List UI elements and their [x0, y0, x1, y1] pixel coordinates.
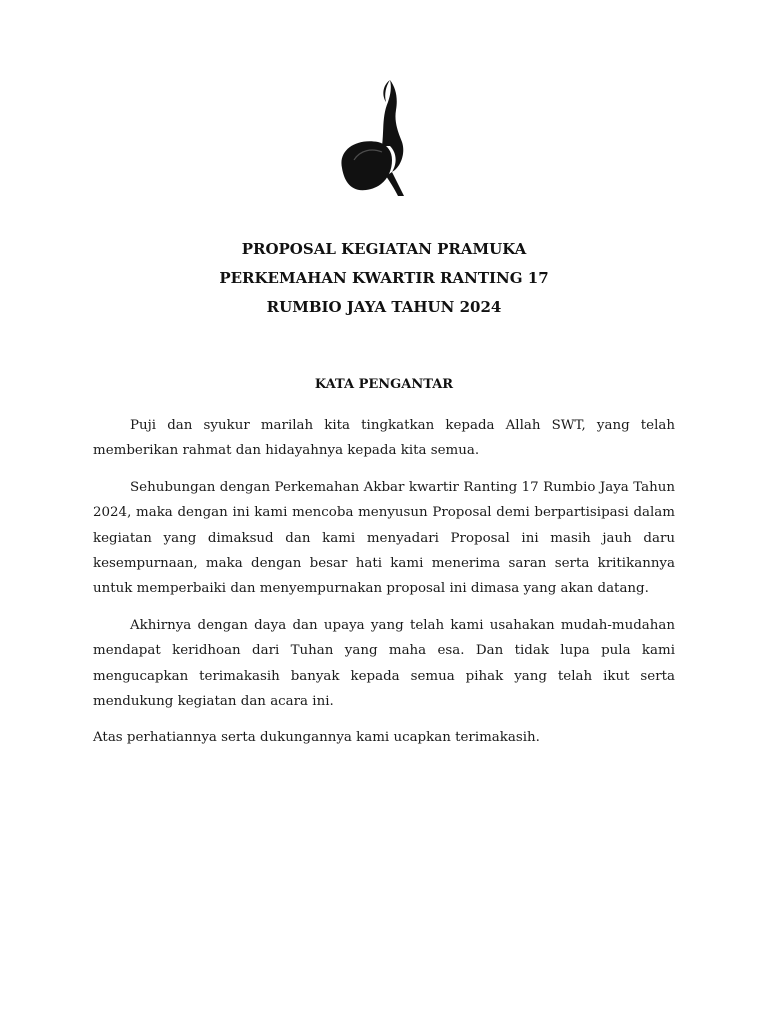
section-heading: KATA PENGANTAR — [314, 377, 454, 392]
body-text — [93, 413, 675, 762]
title-line-2: PERKEMAHAN KWARTIR RANTING 17 — [219, 269, 549, 287]
tunas-kelapa-logo-icon — [332, 76, 412, 200]
paragraph-closing: Akhirnya dengan daya dan upaya yang telah kami usahakan mudah-mudahan mendapat keridhoan dari Tuhan yang maha esa. Dan tidak lupa pula kami mengucapkan terimakasih banyak kepada semua pihak yang telah ikut serta mendukung kegiatan dan acara ini. — [93, 617, 675, 710]
paragraph-thanks: Atas perhatiannya serta dukungannya kami ucapkan terimakasih. — [93, 730, 540, 746]
paragraph-purpose: Sehubungan dengan Perkemahan Akbar kwartir Ranting 17 Rumbio Jaya Tahun 2024, maka dengan ini kami mencoba menyusun Proposal demi berpartisipasi dalam kegiatan yang dimaksud dan kami menyadari Proposal ini masih jauh daru kesempurnaan, maka dengan besar hati kami menerima saran serta kritikannya untuk memperbaiki dan menyempurnakan proposal ini dimasa yang akan datang. — [93, 479, 675, 597]
title-line-3: RUMBIO JAYA TAHUN 2024 — [266, 298, 502, 316]
title-line-1: PROPOSAL KEGIATAN PRAMUKA — [241, 240, 527, 258]
proposal-title — [0, 235, 768, 322]
paragraph-opening: Puji dan syukur marilah kita tingkatkan kepada Allah SWT, yang telah memberikan rahmat dan hidayahnya kepada kita semua. — [93, 418, 675, 459]
